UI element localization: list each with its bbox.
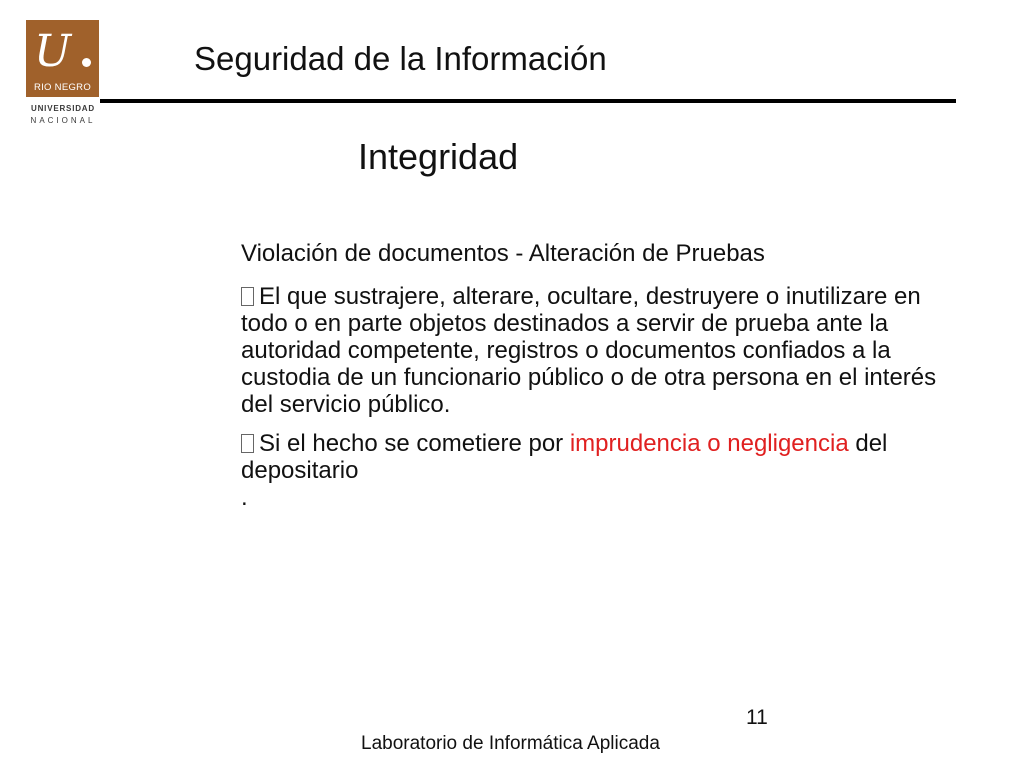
logo-text-universidad: UNIVERSIDAD [31, 104, 95, 113]
bullet-2-highlight: imprudencia o negligencia [569, 430, 849, 457]
logo-subtitle: RIO NEGRO [33, 82, 92, 93]
bullet-2-text-after: del depositario [241, 430, 888, 484]
bullet-2-text-before: Si el hecho se cometiere por [259, 430, 570, 457]
slide-content [241, 240, 971, 523]
header-divider [100, 99, 956, 103]
footer-text: Laboratorio de Informática Aplicada [361, 733, 660, 754]
bullet-placeholder-icon [241, 287, 254, 306]
slide-title: Integridad [358, 136, 519, 177]
bullet-placeholder-icon [241, 434, 254, 453]
bullet-item-2 [241, 430, 971, 511]
logo-text-nacional: NACIONAL [30, 116, 96, 125]
logo-dot [82, 58, 91, 67]
slide-subtitle: Violación de documentos - Alteración de Pruebas [241, 240, 765, 267]
bullet-1-text: El que sustrajere, alterare, ocultare, destruyere o inutilizare en todo o en parte objetos destinados a servir de prueba ante la autoridad competente, registros o documentos confiados a la custodia de un funcionario público o de otra persona en el interés del servicio público. [241, 283, 937, 418]
page-number: 11 [746, 706, 768, 729]
university-logo [26, 20, 99, 97]
trailing-period: . [241, 484, 248, 511]
logo-mark: U [34, 26, 72, 77]
header-title: Seguridad de la Información [194, 40, 607, 77]
bullet-item-1 [241, 283, 971, 418]
